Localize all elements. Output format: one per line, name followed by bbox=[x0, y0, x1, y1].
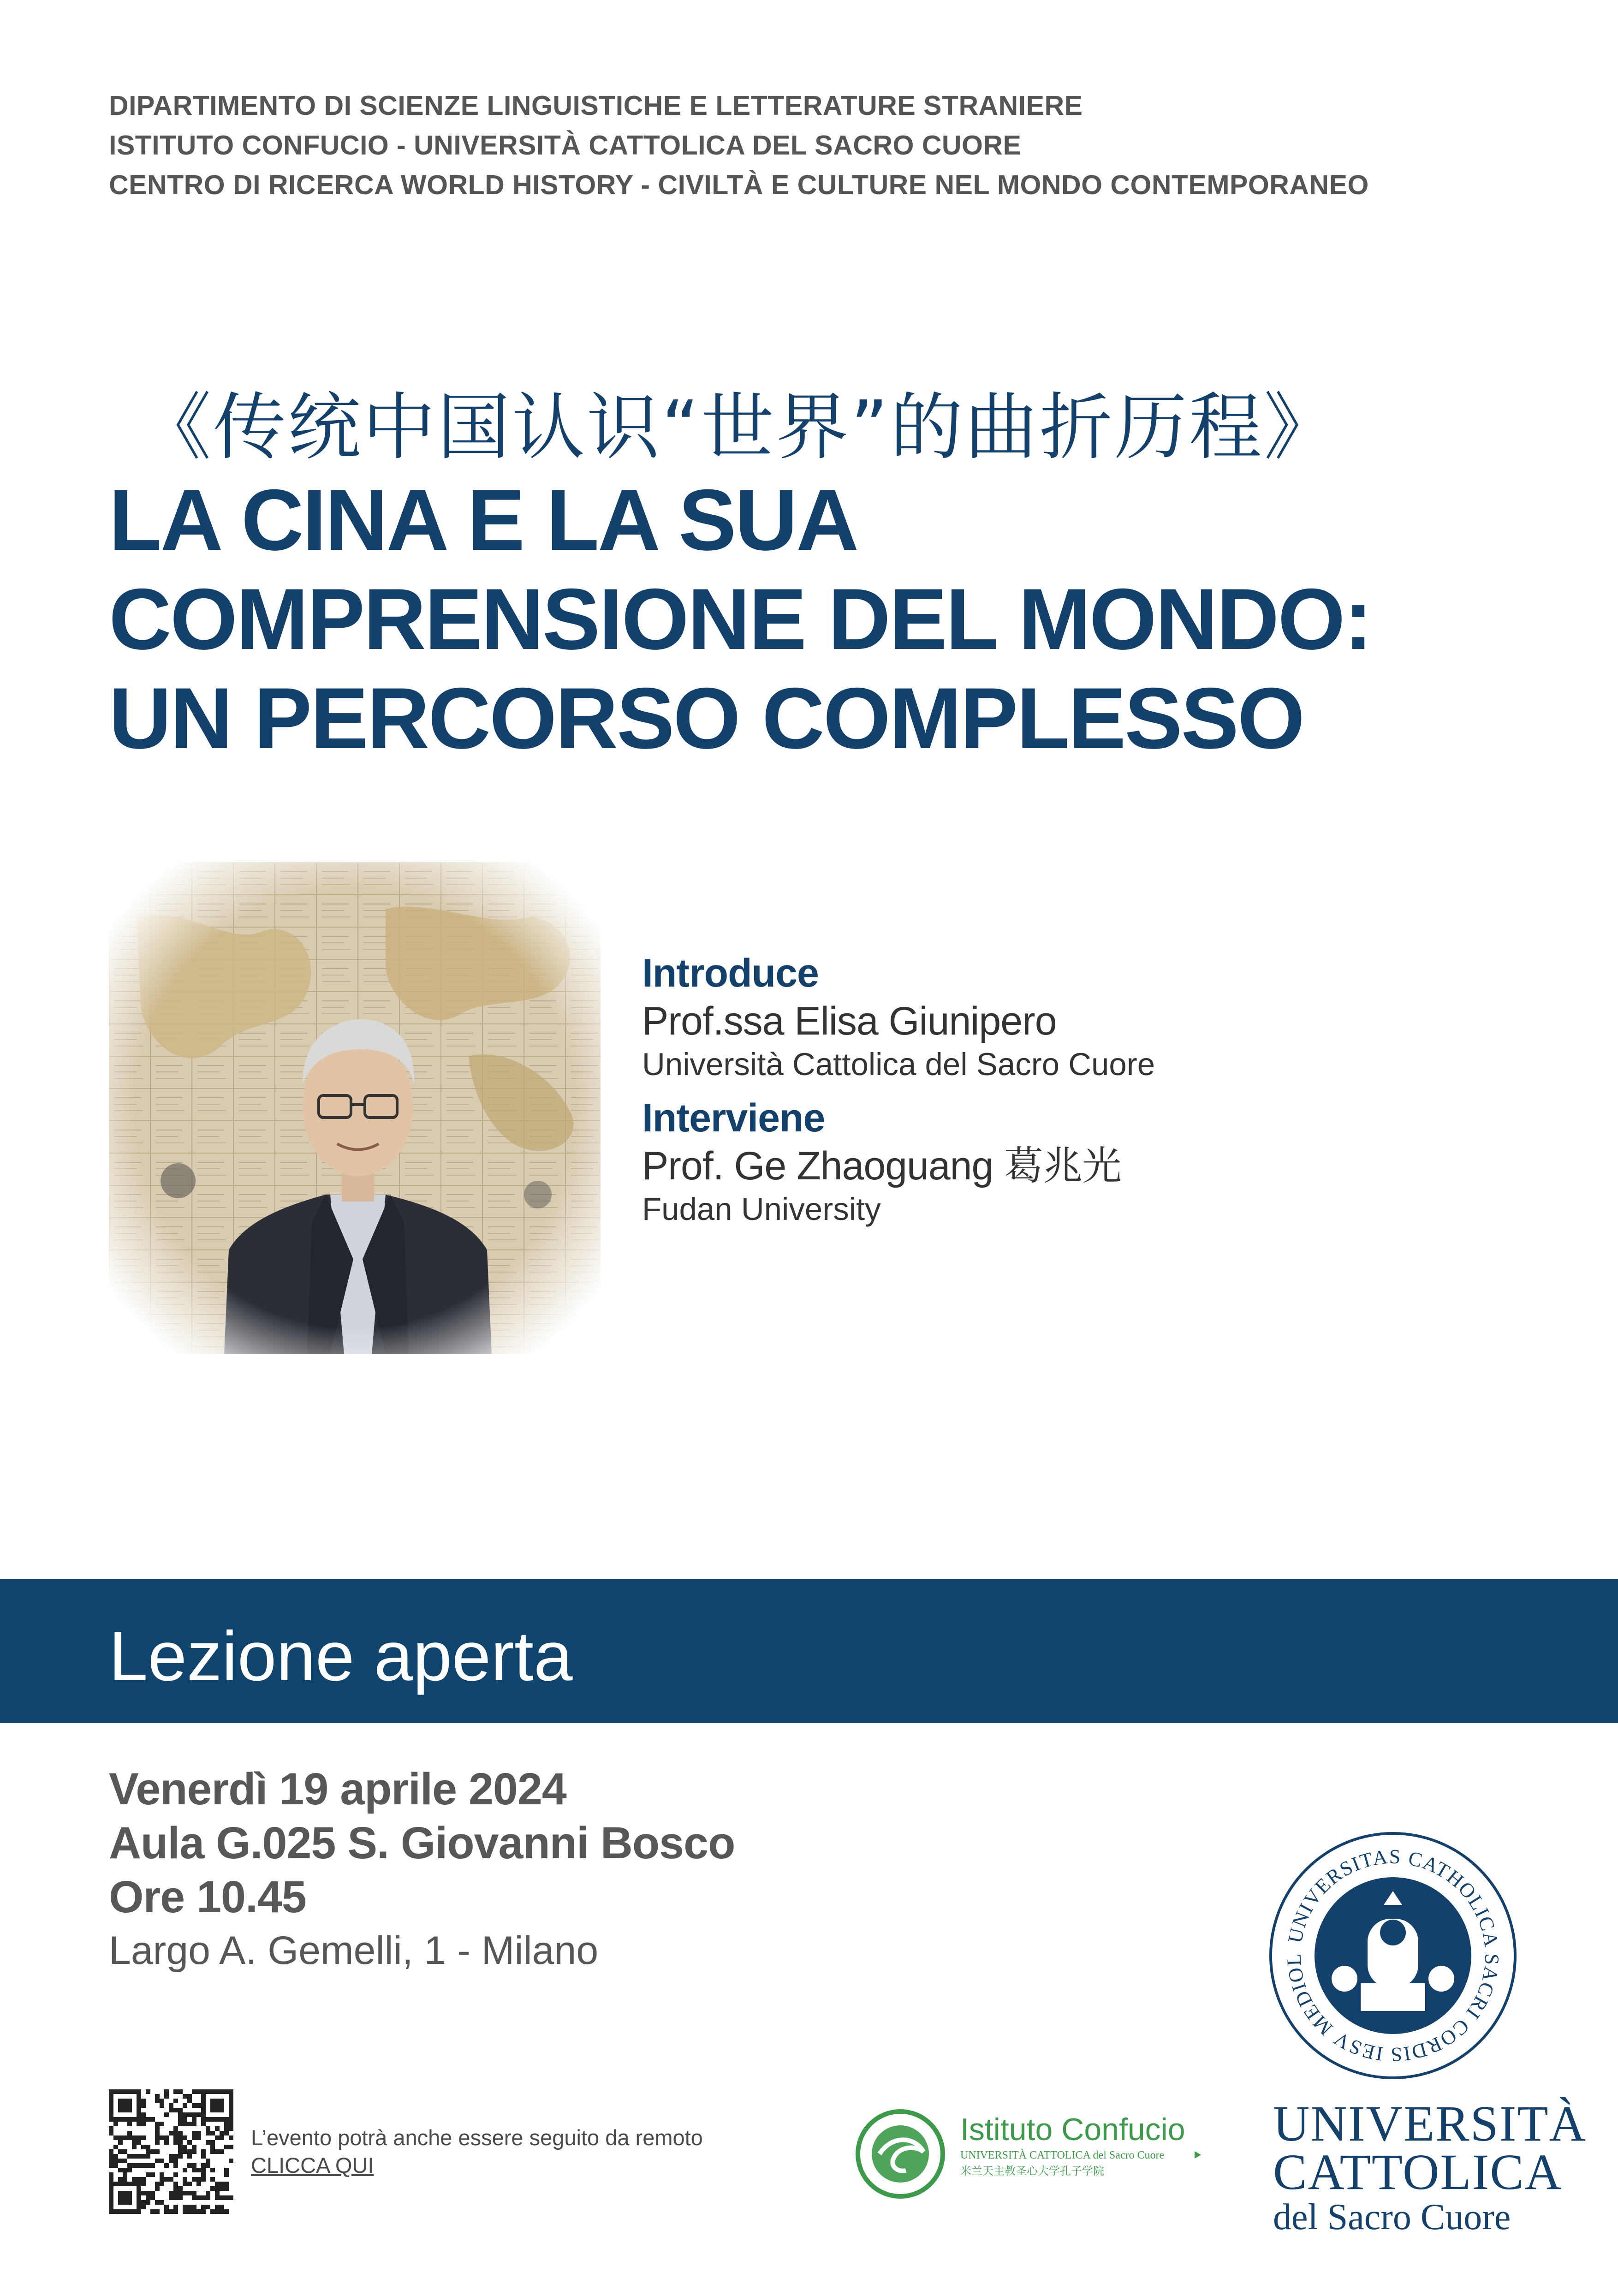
header-line-research-center: CENTRO DI RICERCA WORLD HISTORY - CIVILTÀ E CULTURE NEL MONDO CONTEMPORANEO bbox=[109, 170, 1369, 200]
event-time: Ore 10.45 bbox=[109, 1872, 306, 1922]
confucius-institute-logo bbox=[854, 2108, 1205, 2202]
university-wordmark bbox=[1273, 2095, 1587, 2238]
interviene-name: Prof. Ge Zhaoguang 葛兆光 bbox=[642, 1144, 1122, 1188]
event-type-banner bbox=[0, 1579, 1618, 1723]
title-line-3: UN PERCORSO COMPLESSO bbox=[109, 670, 1304, 767]
event-date: Venerdì 19 aprile 2024 bbox=[109, 1764, 566, 1814]
uc-line-2: CATTOLICA bbox=[1273, 2144, 1563, 2200]
remote-text: L’evento potrà anche essere seguito da remoto bbox=[251, 2125, 703, 2150]
uc-line-1: UNIVERSITÀ bbox=[1273, 2095, 1587, 2152]
uc-line-3: del Sacro Cuore bbox=[1273, 2197, 1511, 2237]
remote-info bbox=[251, 2124, 703, 2179]
title-line-1: LA CINA E LA SUA bbox=[109, 471, 858, 568]
interviene-affiliation: Fudan University bbox=[642, 1191, 881, 1227]
speakers-block bbox=[642, 949, 1155, 1229]
qr-code[interactable] bbox=[109, 2089, 233, 2214]
italian-title bbox=[109, 470, 1371, 768]
confucio-name: Istituto Confucio bbox=[960, 2112, 1185, 2147]
banner-label: Lezione aperta bbox=[109, 1617, 573, 1695]
header-line-department: DIPARTIMENTO DI SCIENZE LINGUISTICHE E LETTERATURE STRANIERE bbox=[109, 90, 1083, 121]
introduce-affiliation: Università Cattolica del Sacro Cuore bbox=[642, 1047, 1155, 1082]
organizers-header bbox=[109, 86, 1369, 205]
confucio-line2: UNIVERSITÀ CATTOLICA del Sacro Cuore bbox=[960, 2149, 1165, 2161]
header-line-confucius: ISTITUTO CONFUCIO - UNIVERSITÀ CATTOLICA DEL SACRO CUORE bbox=[109, 130, 1022, 161]
university-seal-logo bbox=[1264, 1826, 1522, 2087]
introduce-label: Introduce bbox=[642, 951, 819, 995]
introduce-name: Prof.ssa Elisa Giunipero bbox=[642, 999, 1057, 1043]
event-room: Aula G.025 S. Giovanni Bosco bbox=[109, 1818, 735, 1868]
seal-text: UNIVERSITAS CATHOLICA SACRI CORDIS IESV MEDIOL bbox=[1282, 1845, 1504, 2066]
speaker-portrait bbox=[109, 862, 601, 1354]
remote-link[interactable]: CLICCA QUI bbox=[251, 2153, 374, 2177]
confucio-line3: 米兰天主教圣心大学孔子学院 bbox=[960, 2165, 1104, 2177]
event-address: Largo A. Gemelli, 1 - Milano bbox=[109, 1928, 599, 1973]
interviene-label: Interviene bbox=[642, 1096, 825, 1140]
title-line-2: COMPRENSIONE DEL MONDO: bbox=[109, 571, 1372, 667]
chinese-title: 《传统中国认识“世界”的曲折历程》 bbox=[138, 385, 1338, 470]
event-details bbox=[109, 1762, 735, 1978]
